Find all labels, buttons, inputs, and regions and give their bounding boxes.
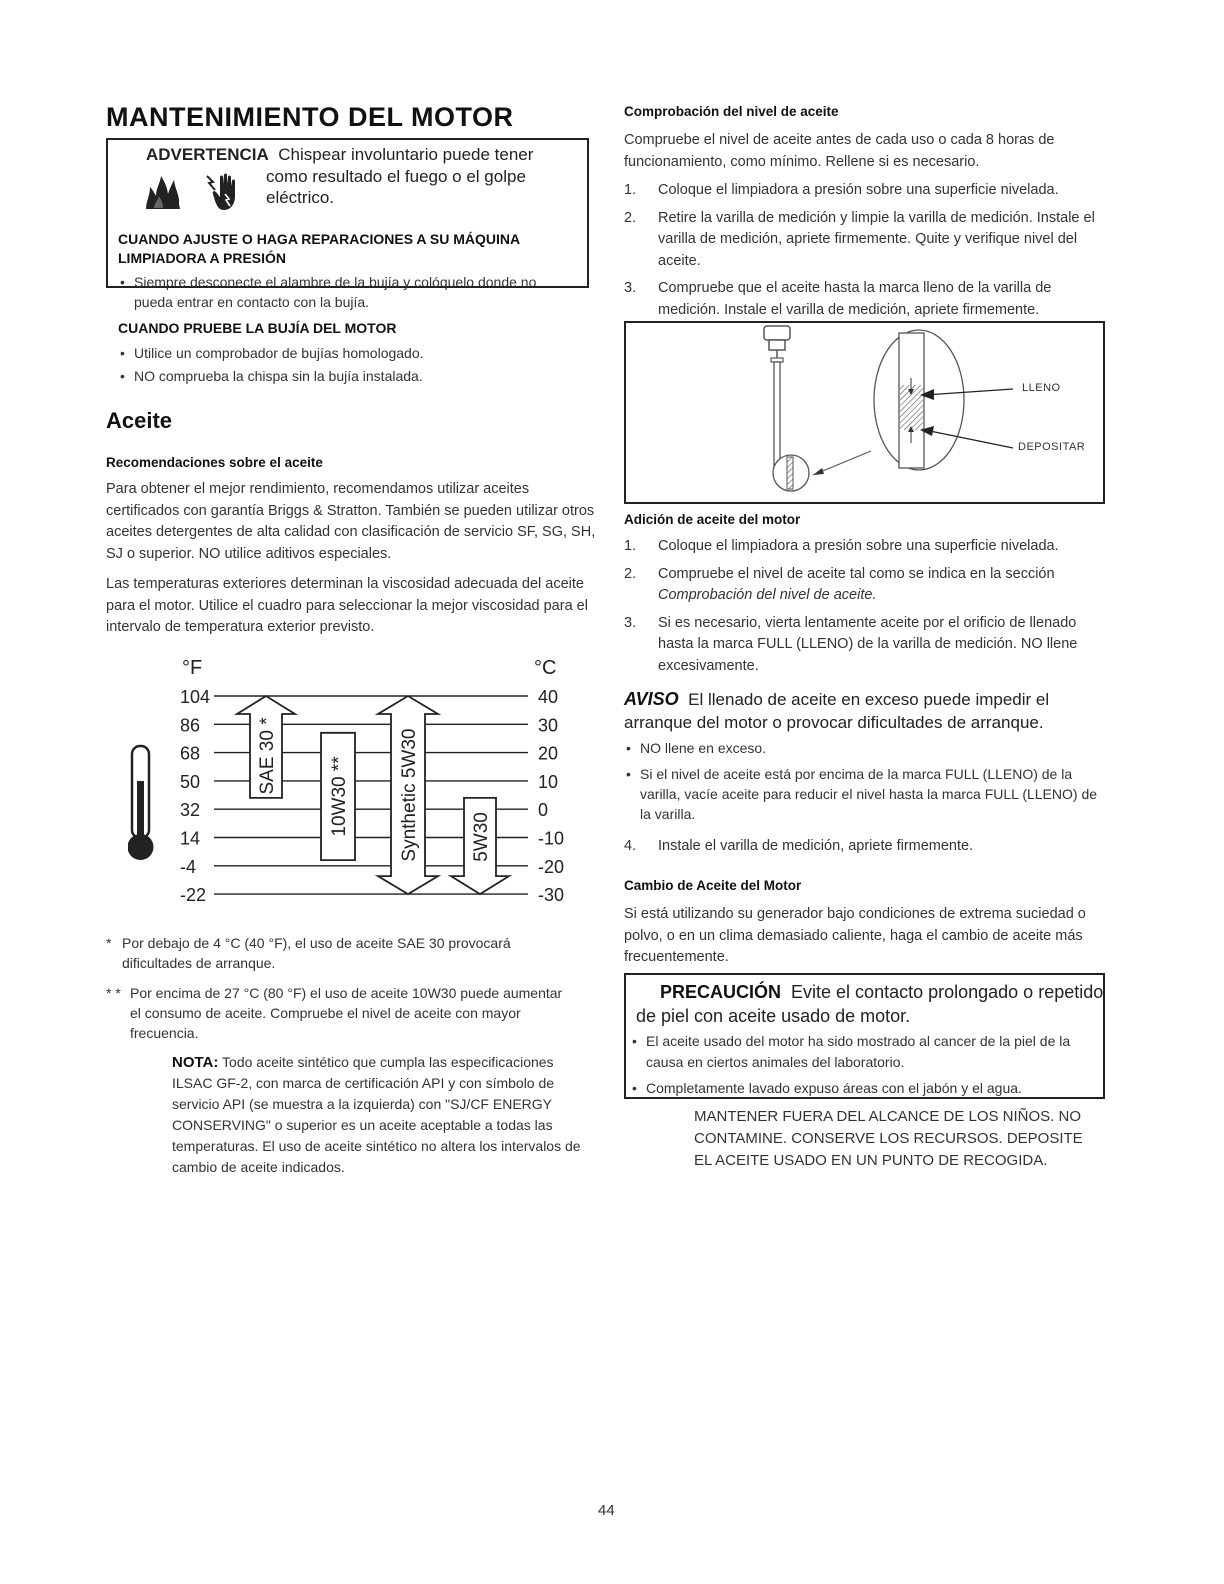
footnote-2: [106, 983, 566, 1043]
list-item: [624, 278, 1104, 321]
oil-range-label: SAE 30 *: [257, 717, 278, 795]
celsius-tick-label: 0: [538, 800, 549, 821]
add-heading: Adición de aceite del motor: [624, 512, 801, 527]
thermometer-icon: [128, 746, 154, 860]
list-item: [624, 613, 1104, 678]
chart-bars: [237, 696, 509, 894]
nota-paragraph: [172, 1052, 590, 1178]
celsius-tick-label: 40: [538, 687, 559, 707]
footnote-2-mark: * *: [106, 985, 121, 1001]
celsius-label: °C: [534, 657, 557, 679]
rec-paragraph-2: Las temperaturas exteriores determinan la viscosidad adecuada del aceite para el motor. Utilice el cuadro para seleccionar la mejor viscosidad para el intervalo de temperatura exterior previsto.: [106, 576, 588, 635]
oil-range-label: 5W30: [471, 812, 492, 862]
aviso-block: [624, 688, 1114, 734]
aviso-text-1: El llenado de aceite en exceso puede impedir el: [688, 690, 1050, 709]
fahrenheit-tick-label: -22: [180, 885, 207, 906]
add-steps: [624, 536, 1104, 683]
step-number: 2.: [624, 209, 637, 226]
list-item: • El aceite usado del motor ha sido mostrado al cancer de la piel de la causa en ciertos animales del laboratorio.: [630, 1031, 1096, 1073]
step-number: 3.: [624, 614, 637, 631]
warning-sec1-heading: [118, 230, 578, 268]
step-4: [624, 836, 1104, 858]
page-title: MANTENIMIENTO DEL MOTOR: [106, 102, 514, 132]
warning-line3: eléctrico.: [266, 188, 335, 207]
dipstick-figure: [624, 321, 1105, 504]
celsius-tick-label: 30: [538, 715, 559, 736]
caution-header: [660, 982, 1103, 1003]
warning-sec2-list: [118, 342, 573, 388]
warning-sec1-heading-1: CUANDO AJUSTE O HAGA REPARACIONES A SU MÁQUINA: [118, 231, 521, 247]
celsius-tick-label: 10: [538, 771, 559, 792]
list-item: • Si el nivel de aceite está por encima de la marca FULL (LLENO) de la varilla, vacíe aceite para reducir el nivel hasta la marca FULL (LLENO) de la varilla.: [624, 764, 1104, 824]
fahrenheit-tick-label: 68: [180, 743, 201, 764]
step-number: 4.: [624, 838, 637, 854]
nota-text: Todo aceite sintético que cumpla las especificaciones ILSAC GF-2, con marca de certificación API y con símbolo de servicio API (se muestra a la izquierda) con "SJ/CF ENERGY CONSERVING" o superior es un aceite aceptable a todas las temperaturas. El uso de aceite sintético no altera los intervalos de cambio de aceite indicados.: [172, 1054, 581, 1175]
footnote-2-text: Por encima de 27 °C (80 °F) el uso de aceite 10W30 puede aumentar el consumo de aceite. Compruebe el nivel de aceite con mayor frecuencia.: [130, 985, 563, 1041]
list-item: [624, 536, 1104, 558]
step-number: 1.: [624, 538, 637, 554]
chart-grid: [180, 687, 564, 905]
rec-paragraph-1: Para obtener el mejor rendimiento, recomendamos utilizar aceites certificados con garantía Briggs & Stratton. También se pueden utilizar otros aceites detergentes de alta calidad con clasificación de servicio SF, SG, SH, SJ o superior. NO utilice aditivos especiales.: [106, 481, 596, 562]
mantener-notice: MANTENER FUERA DEL ALCANCE DE LOS NIÑOS. NO CONTAMINE. CONSERVE LOS RECURSOS. DEPOSITE EL ACEITE USADO EN UN PUNTO DE RECOGIDA.: [694, 1108, 1083, 1169]
warning-sec1-list: [118, 272, 573, 312]
cambio-heading: Cambio de Aceite del Motor: [624, 878, 802, 893]
electric-shock-icon: [204, 172, 240, 212]
nota-label: NOTA:: [172, 1054, 219, 1071]
fire-icon: [144, 174, 182, 210]
oil-range-label: Synthetic 5W30: [399, 728, 420, 862]
step-number: 1.: [624, 182, 637, 198]
fahrenheit-tick-label: 50: [180, 771, 201, 792]
fahrenheit-tick-label: 14: [180, 828, 201, 849]
list-item: • Siempre desconecte el alambre de la bujía y colóquelo donde no pueda entrar en contacto con la bujía.: [118, 272, 573, 312]
dipstick-illustration: [626, 323, 1103, 502]
warning-line1: Chispear involuntario puede tener: [278, 145, 534, 164]
page-number: 44: [598, 1502, 615, 1519]
list-item: [624, 564, 1104, 607]
step-number: 3.: [624, 280, 637, 296]
fahrenheit-tick-label: -4: [180, 856, 197, 877]
step-text: Compruebe el nivel de aceite tal como se indica en la sección: [658, 565, 1055, 582]
comp-heading: Comprobación del nivel de aceite: [624, 104, 839, 119]
fahrenheit-tick-label: 86: [180, 715, 201, 736]
step-text: Coloque el limpiadora a presión sobre una superficie nivelada.: [658, 182, 1059, 198]
footnote-1: [106, 933, 561, 973]
comp-intro: Compruebe el nivel de aceite antes de cada uso o cada 8 horas de funcionamiento, como mínimo. Rellene si es necesario.: [624, 132, 1055, 170]
caution-label: PRECAUCIÓN: [660, 982, 782, 1002]
step-text: Retire la varilla de medición y limpie la varilla de medición. Instale el varilla de medición, apriete firmemente. Quite y verifique nivel del aceite.: [658, 209, 1095, 269]
footnote-1-text: Por debajo de 4 °C (40 °F), el uso de aceite SAE 30 provocará dificultades de arranque.: [122, 935, 511, 971]
step-text: Instale el varilla de medición, apriete firmemente.: [658, 838, 974, 854]
celsius-tick-label: 20: [538, 743, 559, 764]
comp-steps: [624, 180, 1104, 327]
list-item: [624, 208, 1104, 273]
cambio-text: Si está utilizando su generador bajo condiciones de extrema suciedad o polvo, o en un clima demasiado caliente, haga el cambio de aceite más frecuentemente.: [624, 906, 1086, 965]
dipstick-full-label: LLENO: [1022, 382, 1061, 394]
oil-viscosity-chart: [128, 646, 588, 916]
aviso-list: [624, 738, 1104, 824]
celsius-tick-label: -30: [538, 885, 565, 906]
list-item: • Completamente lavado expuso áreas con el jabón y el agua.: [630, 1078, 1096, 1099]
aviso-label: AVISO: [624, 689, 679, 709]
fahrenheit-label: °F: [182, 657, 203, 679]
caution-list: [630, 1031, 1096, 1099]
list-item: [624, 180, 1104, 202]
warning-sec1-heading-2: LIMPIADORA A PRESIÓN: [118, 250, 287, 266]
fahrenheit-tick-label: 104: [180, 687, 211, 707]
section-title-aceite: Aceite: [106, 408, 173, 433]
step-text: Si es necesario, vierta lentamente aceite por el orificio de llenado hasta la marca FULL (LLENO) de la varilla de medición. NO llene excesivamente.: [658, 614, 1078, 674]
footnote-1-mark: *: [106, 935, 112, 951]
list-item: • NO llene en exceso.: [624, 738, 1104, 758]
list-item: • NO comprueba la chispa sin la bujía instalada.: [118, 365, 573, 388]
step-text: Compruebe que el aceite hasta la marca lleno de la varilla de medición. Instale el varilla de medición, apriete firmemente.: [658, 280, 1052, 318]
rec-heading: Recomendaciones sobre el aceite: [106, 455, 323, 470]
celsius-tick-label: -20: [538, 856, 565, 877]
list-item: • Utilice un comprobador de bujías homologado.: [118, 342, 573, 365]
step-text: Coloque el limpiadora a presión sobre una superficie nivelada.: [658, 538, 1059, 554]
oil-range-label: 10W30 **: [329, 756, 350, 837]
warning-sec2-heading: CUANDO PRUEBE LA BUJÍA DEL MOTOR: [118, 320, 397, 336]
celsius-tick-label: -10: [538, 828, 565, 849]
step-number: 2.: [624, 565, 637, 582]
fahrenheit-tick-label: 32: [180, 800, 201, 821]
aviso-text-2: arranque del motor o provocar dificultades de arranque.: [624, 713, 1044, 732]
warning-header: [146, 145, 533, 165]
step-text-italic: Comprobación del nivel de aceite.: [658, 587, 877, 603]
caution-text-2: de piel con aceite usado de motor.: [636, 1006, 911, 1026]
caution-text-1: Evite el contacto prolongado o repetido: [791, 982, 1104, 1002]
dipstick-add-label: DEPOSITAR: [1018, 441, 1086, 453]
warning-line2: como resultado el fuego o el golpe: [266, 167, 526, 186]
warning-label: ADVERTENCIA: [146, 145, 269, 164]
